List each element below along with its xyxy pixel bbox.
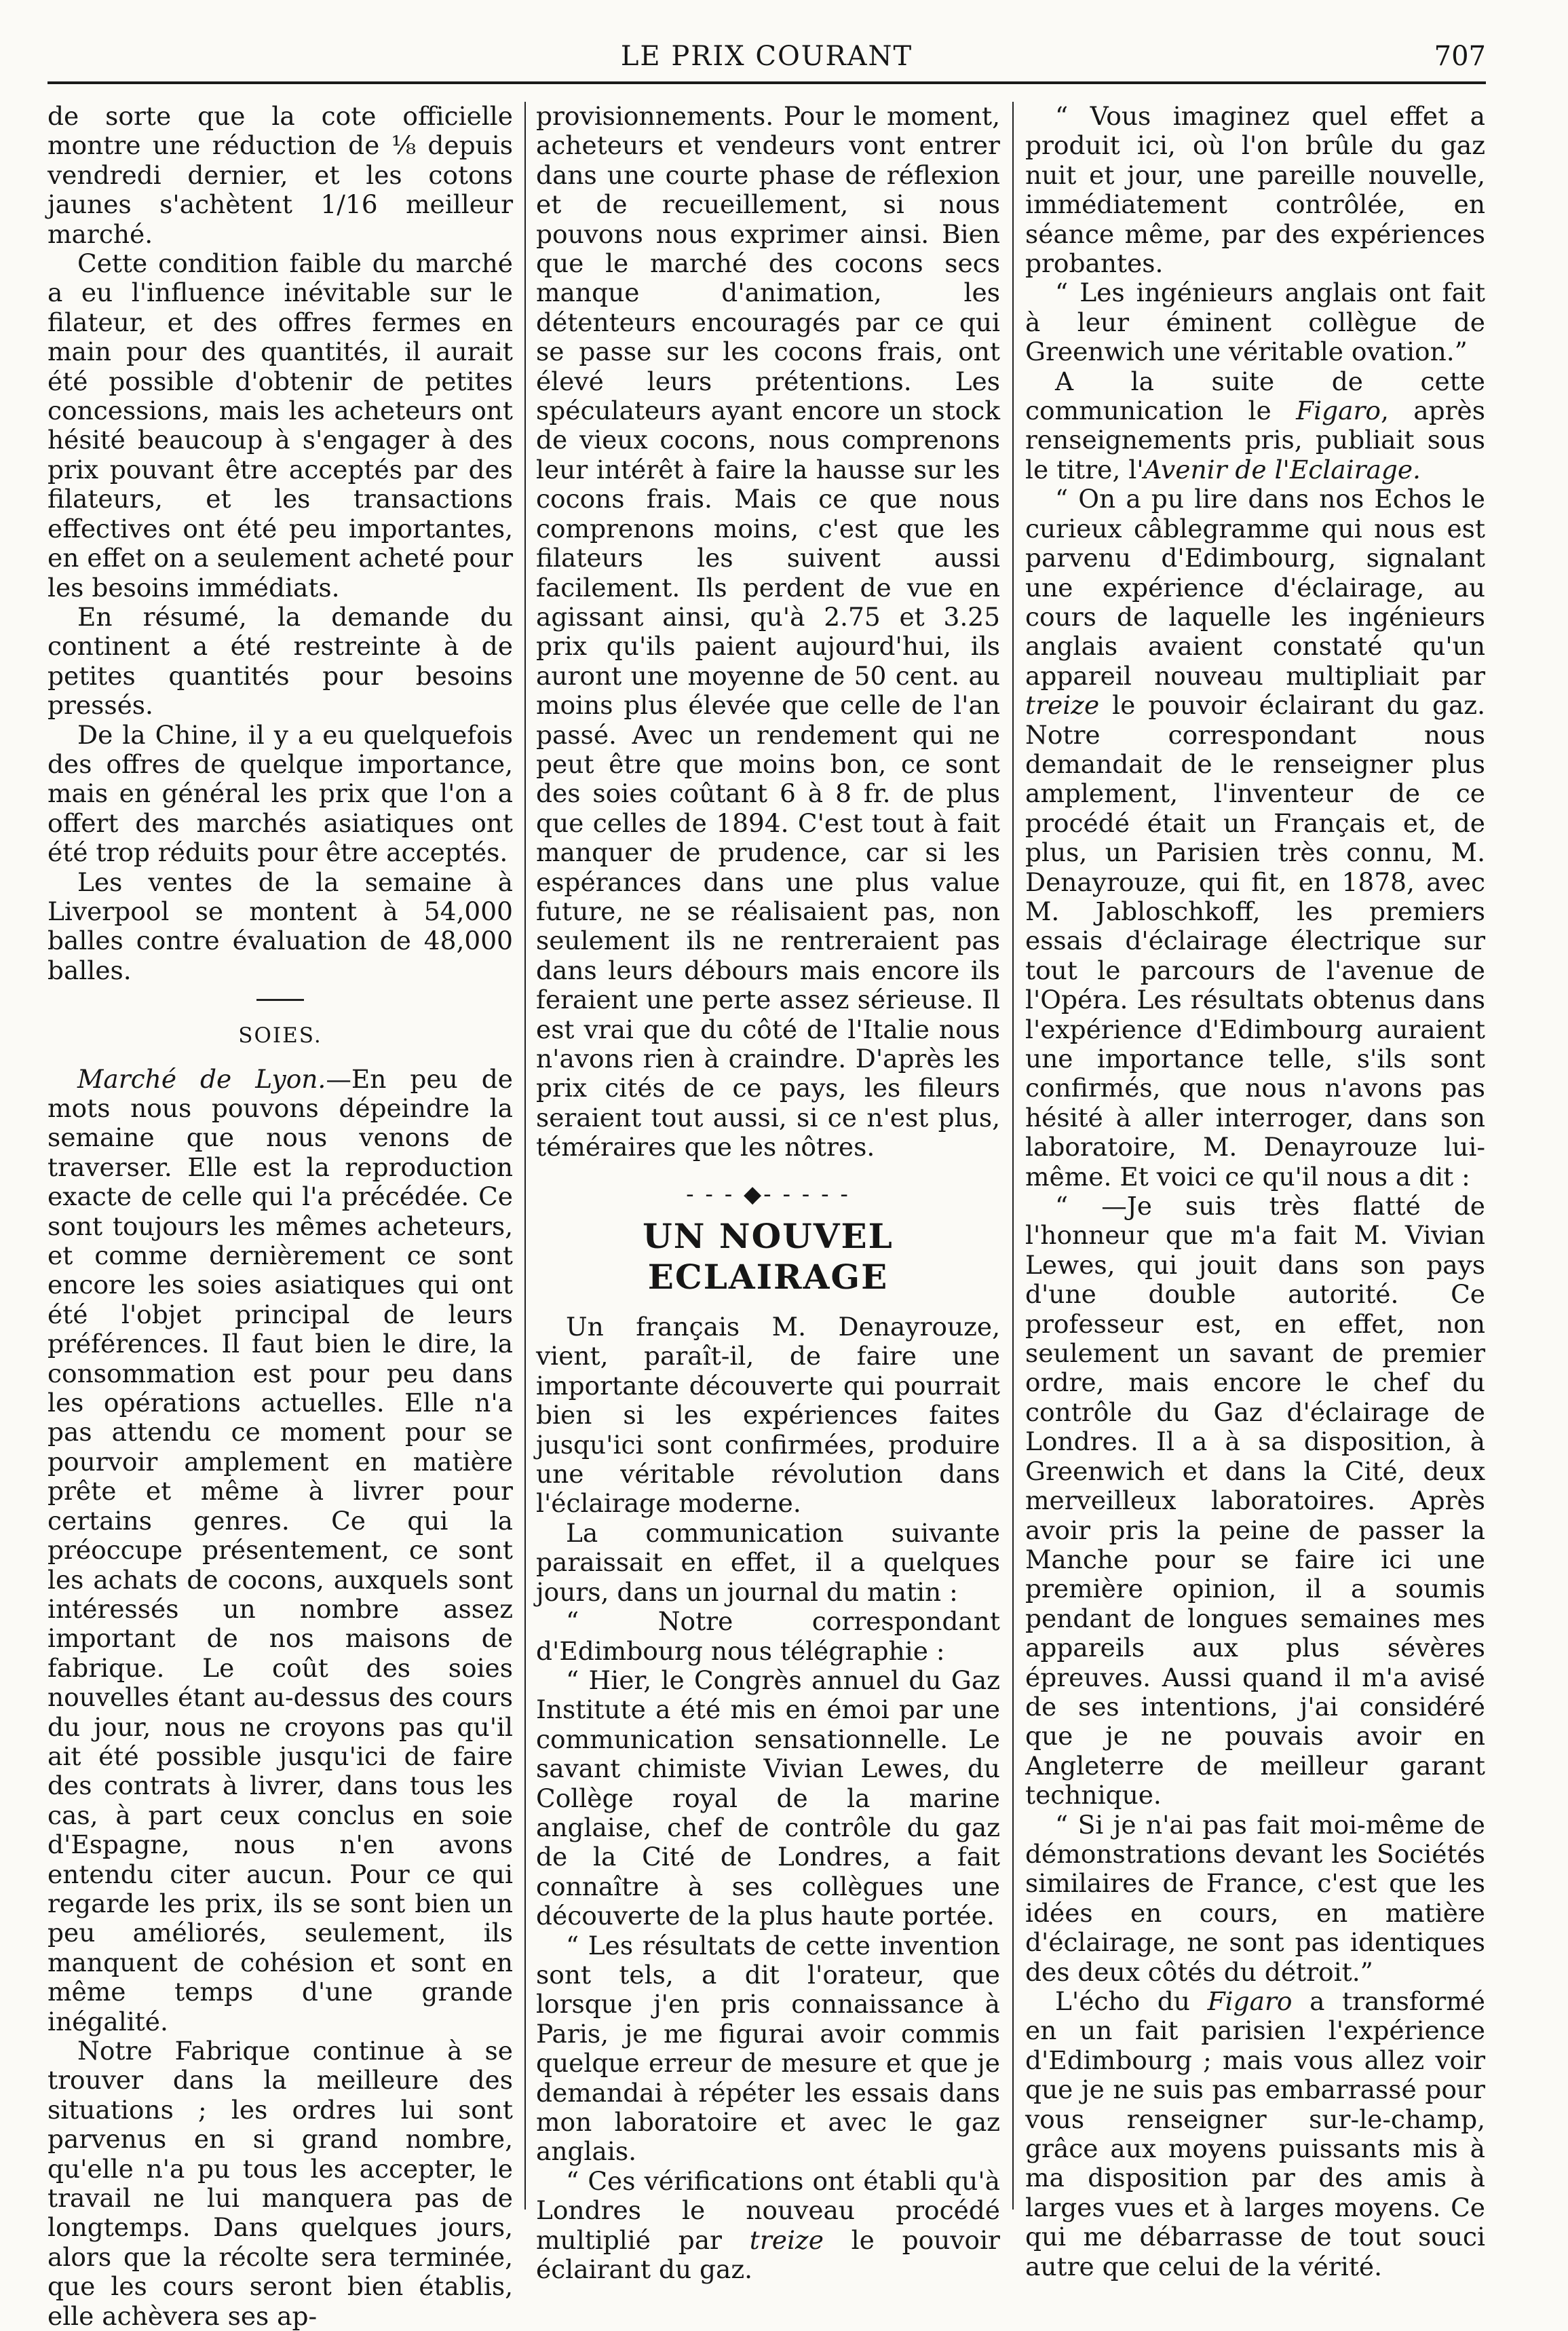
paragraph: La communication suivante paraissait en effet, il a quelques jours, dans un journal du matin : bbox=[536, 1517, 1000, 1607]
paragraph: Notre Fabrique continue à se trouver dans la meilleure des situations ; les ordres lui sont parvenus en si grand nombre, qu'elle n'a pu tous les accepter, le travail ne lui manquera pas de longtemps. Dans quelques jours, alors que la récolte sera terminée, que les cours seront bien établis, elle achèvera ses ap- bbox=[47, 2036, 513, 2331]
column-divider bbox=[524, 102, 526, 2210]
paragraph: En résumé, la demande du continent a été restreinte à de petites quantités pour besoins pressés. bbox=[47, 601, 513, 721]
text-run: “ On a pu lire dans nos Echos le curieux câblegramme qui nous est parvenu d'Edimbourg, signalant une expérience d'éclairage, au cours de laquelle les ingénieurs anglais avaient constaté qu'un appareil nouveau multipliait par bbox=[1025, 484, 1485, 691]
ornament-divider: - - - ◆- - - - - bbox=[686, 1180, 850, 1208]
paragraph bbox=[1025, 485, 1485, 1192]
emphasis: treize bbox=[1025, 690, 1100, 721]
paragraph: “ Vous imaginez quel effet a produit ici, où l'on brûle du gaz nuit et jour, une pareille nouvelle, immédiatement contrôlée, en séance même, par des expériences probantes. bbox=[1025, 101, 1485, 279]
section-title-soies: SOIES. bbox=[238, 1023, 322, 1048]
paragraph: de sorte que la cote officielle montre une réduction de ⅛ depuis vendredi dernier, et les cotons jaunes s'achètent 1/16 meilleur marché. bbox=[47, 101, 513, 249]
text-run: , après renseignements pris, publiait sous le titre, l' bbox=[1025, 396, 1485, 485]
text-run: A la suite de cette communication le bbox=[1025, 366, 1485, 426]
running-title: LE PRIX COURANT bbox=[620, 41, 913, 72]
emphasis: Figaro bbox=[1207, 1986, 1293, 2016]
paragraph bbox=[1025, 367, 1485, 485]
emphasis: treize bbox=[749, 2224, 824, 2255]
paragraph bbox=[1025, 1987, 1485, 2281]
paragraph: “ Les ingénieurs anglais ont fait à leur éminent collègue de Greenwich une véritable ovation.” bbox=[1025, 278, 1485, 367]
text-run: le pouvoir éclairant du gaz. Notre correspondant nous demandait de le renseigner plus amplement, l'inventeur de ce procédé était un Français et, de plus, un Parisien très connu, M. Denayrouze, qui fit, en 1878, avec M. Jabloschkoff, les premiers essais d'éclairage électrique sur tout le parcours de l'avenue de l'Opéra. Les résultats obtenus dans l'expérience d'Edimbourg auraient une importance telle, s'ils sont confirmés, que nous n'avons pas hésité à aller interroger, dans son laboratoire, M. Denayrouze lui-même. Et voici ce qu'il nous a dit : bbox=[1025, 690, 1485, 1192]
run-in-heading: Marché de Lyon. bbox=[77, 1063, 326, 1094]
column-left bbox=[47, 101, 513, 2331]
paragraph: “ Notre correspondant d'Edimbourg nous télégraphie : bbox=[536, 1606, 1000, 1666]
text-run: le pouvoir éclairant du gaz. bbox=[536, 2224, 1000, 2285]
paragraph: “ —Je suis très flatté de l'honneur que m'a fait M. Vivian Lewes, qui jouit dans son pays d'une double autorité. Ce professeur est, en effet, non seulement un savant de premier ordre, mais encore le chef du contrôle du Gaz d'éclairage de Londres. Il a à sa disposition, à Greenwich et dans la Cité, deux merveilleux laboratoires. Après avoir pris la peine de passer la Manche pour se faire ici une première opinion, il a soumis pendant de longues semaines mes appareils aux plus sévères épreuves. Aussi quand il m'a avisé de ses intentions, j'ai considéré que je ne pouvais avoir en Angleterre de meilleur garant technique. bbox=[1025, 1191, 1485, 1811]
paragraph-text: —En peu de mots nous pouvons dépeindre la semaine que nous venons de traverser. Elle est la reproduction exacte de celle qui l'a précédée. Ce sont toujours les mêmes acheteurs, et comme dernièrement ce sont encore les soies asiatiques qui ont été l'objet principal de leurs préférences. Il faut bien le dire, la consommation est pour peu dans les opérations actuelles. Elle n'a pas attendu ce moment pour se pourvoir amplement en matière prête et même à livrer pour certains genres. Ce qui la préoccupe présentement, ce sont les achats de cocons, auxquels sont intéressés un nombre assez important de nos maisons de fabrique. Le coût des soies nouvelles étant au-dessus des cours du jour, nous ne croyons pas qu'il ait été possible jusqu'ici de faire des contrats à livrer, dans tous les cas, à part ceux conclus en soie d'Espagne, nous n'en avons entendu citer aucun. Pour ce qui regarde les prix, ils se sont bien un peu améliorés, seulement, ils manquent de cohésion et sont en même temps d'une grande inégalité. bbox=[47, 1063, 513, 2036]
paragraph bbox=[47, 1065, 513, 2036]
paragraph: Cette condition faible du marché a eu l'influence inévitable sur le filateur, et des offres fermes en main pour des quantités, il aurait été possible d'obtenir de petites concessions, mais les acheteurs ont hésité beaucoup à s'engager à des prix pouvant être acceptés par des filateurs, et les transactions effectives ont été peu importantes, en effet on a seulement acheté pour les besoins immédiats. bbox=[47, 248, 513, 603]
column-divider bbox=[1012, 102, 1014, 2210]
column-right bbox=[1025, 101, 1485, 2281]
text-run: a transformé en un fait parisien l'expérience d'Edimbourg ; mais vous allez voir que je ne suis pas embarrassé pour vous renseigner sur-le-champ, grâce aux moyens puissants mis à ma disposition par des amis à larges vues et à larges moyens. Ce qui me débarrasse de tout souci autre que celui de la vérité. bbox=[1025, 1986, 1485, 2281]
paragraph: De la Chine, il y a eu quelquefois des offres de quelque importance, mais en général les prix que l'on a offert des marchés asiatiques ont été trop réduits pour être acceptés. bbox=[47, 719, 513, 868]
page-header bbox=[47, 41, 1486, 84]
column-middle bbox=[536, 101, 1000, 2285]
paragraph: Les ventes de la semaine à Liverpool se montent à 54,000 balles contre évaluation de 48,000 balles. bbox=[47, 867, 513, 985]
article-headline: UN NOUVEL ECLAIRAGE bbox=[643, 1216, 894, 1297]
section-separator bbox=[256, 999, 304, 1001]
paragraph: provisionnements. Pour le moment, acheteurs et vendeurs vont entrer dans une courte phase de réflexion et de recueillement, si nous pouvons nous exprimer ainsi. Bien que le marché des cocons secs manque d'animation, les détenteurs encouragés par ce qui se passe sur les cocons frais, ont élevé leurs prétentions. Les spéculateurs ayant encore un stock de vieux cocons, nous comprenons leur intérêt à faire la hausse sur les cocons frais. Mais ce que nous comprenons moins, c'est que les filateurs les suivent aussi facilement. Ils perdent de vue en agissant ainsi, qu'à 2.75 et 3.25 prix qu'ils paient aujourd'hui, ils auront une moyenne de 50 cent. au moins plus élevée que celle de l'an passé. Avec un rendement qui ne peut être que moins bon, ce sont des soies coûtant 6 à 8 fr. de plus que celles de 1894. C'est tout à fait manquer de prudence, car si les espérances dans une plus value future, ne se réalisaient pas, non seulement ils ne rentreraient pas dans leurs débours mais encore ils feraient une perte assez sérieuse. Il est vrai que du côté de l'Italie nous n'avons rien à craindre. D'après les prix cités de ce pays, les fileurs seraient tout aussi, si ce n'est plus, téméraires que les nôtres. bbox=[536, 101, 1000, 1162]
paragraph: Un français M. Denayrouze, vient, paraît-il, de faire une importante découverte qui pourrait bien si les expériences faites jusqu'ici sont confirmées, produire une véritable révolution dans l'éclairage moderne. bbox=[536, 1312, 1000, 1519]
emphasis: Figaro bbox=[1296, 396, 1381, 426]
paragraph: “ Si je n'ai pas fait moi-même de démonstrations devant les Sociétés similaires de France, c'est que les idées en cours, en matière d'éclairage, ne sont pas identiques des deux côtés du détroit.” bbox=[1025, 1809, 1485, 1987]
text-run: “ Ces vérifications ont établi qu'à Londres le nouveau procédé multiplié par bbox=[536, 2165, 1000, 2255]
paragraph: “ Les résultats de cette invention sont tels, a dit l'orateur, que lorsque j'en pris connaissance à Paris, je me figurai avoir commis quelque erreur de mesure et que je demandai à répéter les essais dans mon laboratoire et avec le gaz anglais. bbox=[536, 1930, 1000, 2167]
emphasis: Avenir de l'Eclairage. bbox=[1143, 454, 1421, 485]
paragraph: “ Hier, le Congrès annuel du Gaz Institute a été mis en émoi par une communication sensationnelle. Le savant chimiste Vivian Lewes, du Collège royal de la marine anglaise, chef de contrôle du gaz de la Cité de Londres, a fait connaître à ses collègues une découverte de la plus haute portée. bbox=[536, 1665, 1000, 1931]
text-run: L'écho du bbox=[1055, 1986, 1208, 2016]
page-number: 707 bbox=[1434, 41, 1486, 72]
paragraph bbox=[536, 2167, 1000, 2285]
